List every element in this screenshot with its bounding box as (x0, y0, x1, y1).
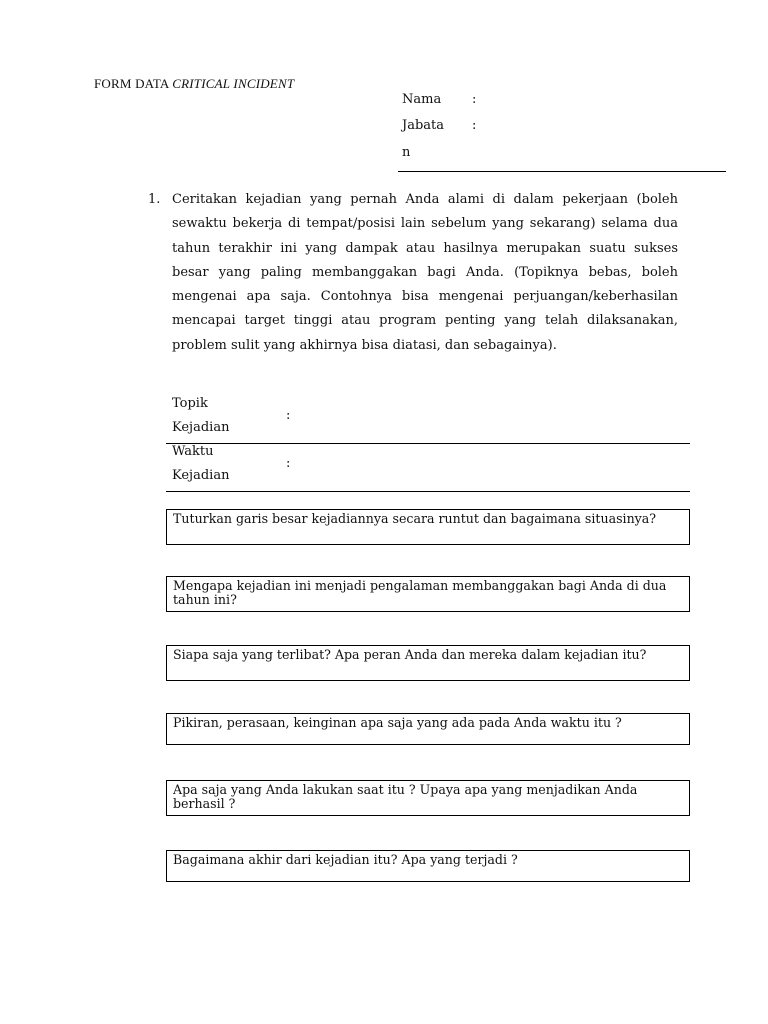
form-title (94, 76, 294, 92)
prompt-box-4: Pikiran, perasaan, keinginan apa saja yang ada pada Anda waktu itu ? (166, 713, 690, 745)
position-label-line2: n (402, 145, 411, 160)
position-row (402, 118, 477, 133)
topic-field (172, 392, 291, 440)
form-title-prefix: FORM DATA (94, 76, 173, 91)
question-text: Ceritakan kejadian yang pernah Anda alami di dalam pekerjaan (boleh sewaktu bekerja di tempat/posisi lain sebelum yang sekarang) selama dua tahun terakhir ini yang dampak atau hasilnya merupakan suatu sukses besar yang paling membanggakan bagi Anda. (Topiknya bebas, boleh mengenai apa saja. Contohnya bisa mengenai perjuangan/keberhasilan mencapai target tinggi atau program penting yang telah dilaksanakan, problem sulit yang akhirnya bisa diatasi, dan sebagainya). (172, 192, 678, 353)
time-label: Waktu Kejadian (172, 444, 230, 483)
identity-underline (398, 171, 726, 172)
prompt-box-1: Tuturkan garis besar kejadiannya secara runtut dan bagaimana situasinya? (166, 509, 690, 545)
position-colon: : (472, 118, 477, 133)
position-label-line1: Jabata (402, 118, 445, 133)
time-colon: : (286, 456, 291, 471)
position-row-wrap (402, 145, 410, 160)
question-number: 1. (148, 192, 161, 207)
question-1 (148, 188, 678, 358)
topic-colon: : (286, 408, 291, 423)
prompt-box-6: Bagaimana akhir dari kejadian itu? Apa yang terjadi ? (166, 850, 690, 882)
form-title-italic: CRITICAL INCIDENT (172, 76, 295, 91)
time-field (172, 440, 291, 488)
prompt-box-5: Apa saja yang Anda lakukan saat itu ? Upaya apa yang menjadikan Anda berhasil ? (166, 780, 690, 816)
prompt-box-3: Siapa saja yang terlibat? Apa peran Anda dan mereka dalam kejadian itu? (166, 645, 690, 681)
name-row (402, 92, 477, 107)
topic-label: Topik Kejadian (172, 396, 230, 435)
name-colon: : (472, 92, 477, 107)
prompt-box-2: Mengapa kejadian ini menjadi pengalaman membanggakan bagi Anda di dua tahun ini? (166, 576, 690, 612)
name-label: Nama (402, 92, 442, 107)
time-underline (166, 491, 690, 492)
topic-underline (166, 443, 690, 444)
